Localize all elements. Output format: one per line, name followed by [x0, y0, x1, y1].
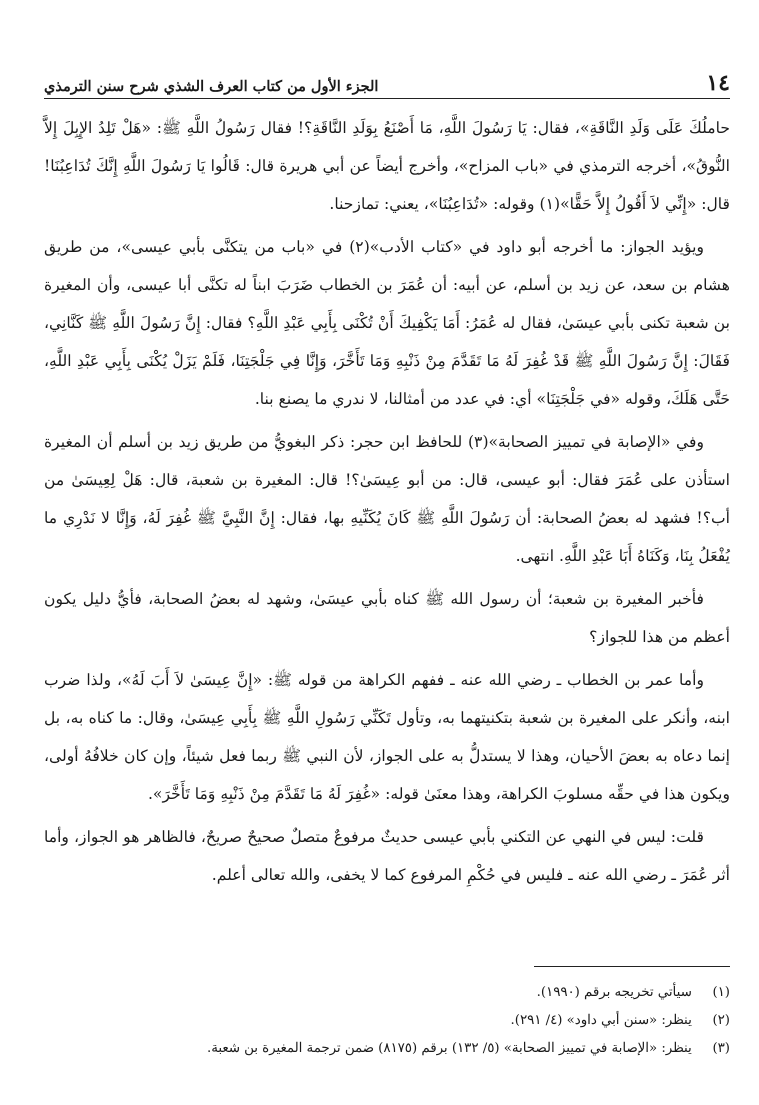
- page-number: ١٤: [706, 70, 730, 96]
- footnote-text: ينظر: «سنن أبي داود» (٤/ ٢٩١).: [510, 1013, 692, 1028]
- paragraph: وفي «الإصابة في تمييز الصحابة»(٣) للحافظ ابن حجر: ذكر البغويُّ من طريق زيد بن أسلم أن المغيرة استأذن على عُمَرَ فقال: أبو عيسى، قال: من أبو عِيسَىٰ؟! قال: المغيرة بن شعبة، قال: هَلْ لِعِيسَىٰ من أب؟! فشهد له بعضُ الصحابة: أن رَسُولَ اللَّهِ ﷺ كَانَ يُكَنِّيهِ بها، فقال: إِنَّ النَّبِيَّ ﷺ غُفِرَ لَهُ، وَإِنَّا لا نَدْرِي ما يُفْعَلُ بِنَا، وَكَنَاهُ أَبَا عَبْدِ اللَّهِ. انتهى.: [44, 433, 730, 565]
- running-title: الجزء الأول من كتاب العرف الشذي شرح سنن الترمذي: [44, 77, 379, 95]
- footnote-number: (٢): [712, 1013, 730, 1028]
- footnote: [44, 1007, 730, 1035]
- paragraph: حاملُكَ عَلَى وَلَدِ النَّاقَةِ»، فقال: يَا رَسُولَ اللَّهِ، مَا أَصْنَعُ بِوَلَدِ النَّاقَةِ؟! فقال رَسُولُ اللَّهِ ﷺ: «هَلْ تَلِدُ الإِبِلَ إِلاَّ النُّوقُ»، أخرجه الترمذي في «باب المزاح»، وأخرج أيضاً عن أبي هريرة قال: قَالُوا يَا رَسُولَ اللَّهِ إِنَّكَ تُدَاعِبُنَا! قال: «إِنِّي لاَ أَقُولُ إِلاَّ حَقًّا»(١) وقوله: «تُدَاعِبُنَا»، يعني: تمازحنا.: [44, 119, 730, 213]
- paragraph: وأما عمر بن الخطاب ـ رضي الله عنه ـ ففهم الكراهة من قوله ﷺ: «إِنَّ عِيسَىٰ لاَ أَبَ لَهُ»، ولذا ضرب ابنه، وأنكر على المغيرة بن شعبة بتكنيتهما به، وتأول تَكَنِّي رَسُولِ اللَّهِ ﷺ بِأَبِي عِيسَىٰ، وقال: ما كناه به، بل إنما دعاه به بعضَ الأحيان، وهذا لا يستدلُّ به على الجواز، لأن النبي ﷺ ربما فعل شيئاً، وإن كان خلافُهُ أولى، ويكون هذا في حقِّه مسلوبَ الكراهة، وهذا معنَىٰ قوله: «غُفِرَ لَهُ مَا تَقَدَّمَ مِنْ ذَنْبِهِ وَمَا تَأَخَّرَ».: [44, 671, 730, 803]
- footnotes: [44, 966, 730, 1063]
- page-header: [44, 58, 730, 99]
- footnote-separator: [534, 966, 730, 967]
- footnote-number: (٣): [712, 1041, 730, 1056]
- paragraph: ويؤيد الجواز: ما أخرجه أبو داود في «كتاب الأدب»(٢) في «باب من يتكنَّى بأبي عيسى»، من طريق هشام بن سعد، عن زيد بن أسلم، عن أبيه: أن عُمَرَ بن الخطاب ضَرَبَ ابناً له تكنَّى أبا عيسى، وأن المغيرة بن شعبة تكنى بأبي عيسَىٰ، فقال له عُمَرُ: أَمَا يَكْفِيكَ أَنْ تُكْنَى بِأَبِي عَبْدِ اللَّهِ؟ فقال: إِنَّ رَسُولَ اللَّهِ ﷺ كَنَّانِي، فَقَالَ: إِنَّ رَسُولَ اللَّهِ ﷺ قَدْ غُفِرَ لَهُ مَا تَقَدَّمَ مِنْ ذَنْبِهِ وَمَا تَأَخَّرَ، وَإِنَّا فِي جَلْجَتِنَا، فَلَمْ يَزَلْ يُكْنَى بِأَبِي عَبْدِ اللَّهِ، حَتَّى هَلَكَ، وقوله «في جَلْجَتِنَا» أي: في عدد من أمثالنا، لا ندري ما يصنع بنا.: [44, 238, 730, 408]
- footnote-text: سيأتي تخريجه برقم (١٩٩٠).: [536, 985, 692, 1000]
- footnote-number: (١): [712, 985, 730, 1000]
- footnote-text: ينظر: «الإصابة في تمييز الصحابة» (٥/ ١٣٢) برقم (٨١٧٥) ضمن ترجمة المغيرة بن شعبة.: [206, 1041, 692, 1056]
- footnote: [44, 979, 730, 1007]
- paragraph: قلت: ليس في النهي عن التكني بأبي عيسى حديثٌ مرفوعٌ متصلٌ صحيحٌ صريحٌ، فالظاهر هو الجواز، وأما أثر عُمَرَ ـ رضي الله عنه ـ فليس في حُكْمِ المرفوع كما لا يخفى، والله تعالى أعلم.: [44, 828, 730, 884]
- main-text: [44, 109, 730, 894]
- footnote: [44, 1035, 730, 1063]
- document-page: [44, 58, 730, 1088]
- paragraph: فأخبر المغيرة بن شعبة؛ أن رسول الله ﷺ كناه بأبي عيسَىٰ، وشهد له بعضُ الصحابة، فأيُّ دليل يكون أعظم من هذا للجواز؟: [44, 590, 730, 646]
